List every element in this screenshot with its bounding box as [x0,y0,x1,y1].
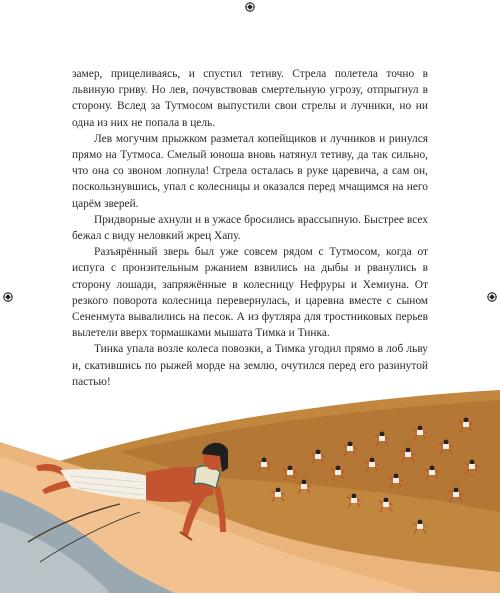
registration-mark-right [487,292,497,302]
illustration-svg [0,372,500,593]
paragraph-3: Придворные ахнули и в ужасе бросились врассыпную. Быстрее всех бежал с виду неловкий жрец Хапу. [72,213,428,243]
registration-mark-top [245,2,255,12]
paragraph-2: Лев могучим прыжком разметал копейщиков и лучников и ринулся прямо на Тутмоса. Смелый юноша вновь натянул тетиву, да так сильно, что она со звоном лопнула! Стрела осталась в руке царевича, а сам он, поскользнувшись, упал с колесницы и оказался перед мчащимся на него царём зверей. [72,132,428,210]
registration-mark-left [3,292,13,302]
paragraph-1: замер, прицеливаясь, и спустил тетиву. Стрела полетела точно в львиную гриву. Но лев, почувствовав смертельную угрозу, отпрыгнул в сторону. Вслед за Тутмосом выпустили свои стрелы и лучники, но ни одна из них не попала в цель. [72,68,428,129]
story-text [72,66,428,390]
paragraph-4: Разъярённый зверь был уже совсем рядом с Тутмосом, когда от испуга с пронзительным ржанием взвились на дыбы и рванулись в сторону лошади, запряжённые в колесницу Нефруры и Хемиуна. От резкого поворота колесница перевернулась, и царевна вместе с сыном Сененмута вывалились на песок. А из футляра для тростниковых перьев вылетели вверх тормашками мышата Тимка и Тинка. [72,246,428,340]
paragraph-5: Тинка упала возле колеса повозки, а Тимка угодил прямо в лоб льву и, скатившись по рыжей морде на землю, очутился перед его разинутой пастью! [72,343,428,388]
desert-illustration [0,372,500,593]
